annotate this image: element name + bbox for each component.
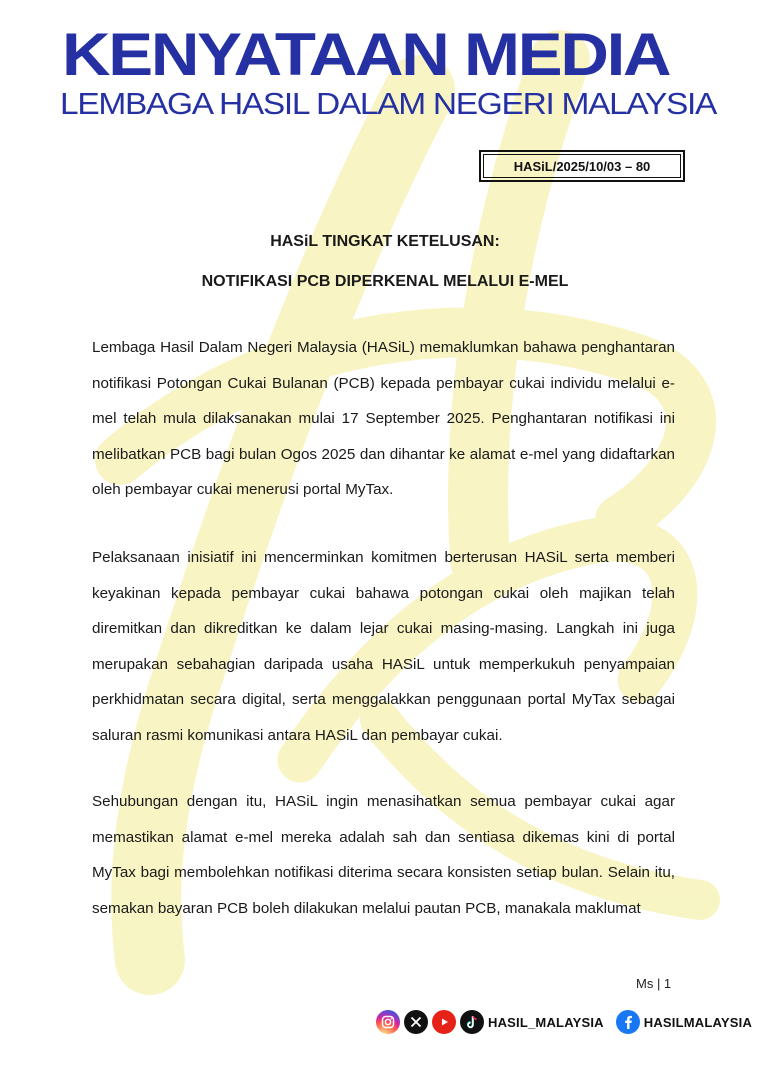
paragraph-3: Sehubungan dengan itu, HASiL ingin menasihatkan semua pembayar cukai agar memastikan alamat e-mel mereka adalah sah dan sentiasa dikemas kini di portal MyTax bagi membolehkan notifikasi diterima secara konsisten setiap bulan. Selain itu, semakan bayaran PCB boleh dilakukan melalui pautan PCB, manakala maklumat bbox=[92, 793, 675, 917]
youtube-icon[interactable] bbox=[432, 1010, 456, 1034]
headline-line-1: HASiL TINGKAT KETELUSAN: bbox=[270, 233, 500, 250]
organization-name: LEMBAGA HASIL DALAM NEGERI MALAYSIA bbox=[60, 86, 717, 121]
social-handle-main[interactable]: HASIL_MALAYSIA bbox=[488, 1014, 604, 1030]
reference-box bbox=[479, 150, 685, 182]
social-handle-facebook[interactable]: HASILMALAYSIA bbox=[643, 1014, 753, 1030]
social-footer bbox=[376, 1008, 752, 1036]
facebook-icon[interactable] bbox=[616, 1010, 640, 1034]
x-icon[interactable] bbox=[404, 1010, 428, 1034]
paragraph-1: Lembaga Hasil Dalam Negeri Malaysia (HASiL) memaklumkan bahawa penghantaran notifikasi Potongan Cukai Bulanan (PCB) kepada pembayar cukai individu melalui e-mel telah mula dilaksanakan mulai 17 September 2025. Penghantaran notifikasi ini melibatkan PCB bagi bulan Ogos 2025 dan dihantar ke alamat e-mel yang didaftarkan oleh pembayar cukai menerusi portal MyTax. bbox=[92, 339, 675, 499]
page-title: KENYATAAN MEDIA bbox=[62, 21, 670, 88]
instagram-icon[interactable] bbox=[376, 1010, 400, 1034]
page-number: Ms | 1 bbox=[636, 976, 672, 991]
tiktok-icon[interactable] bbox=[460, 1010, 484, 1034]
headline-line-2: NOTIFIKASI PCB DIPERKENAL MELALUI E-MEL bbox=[201, 273, 569, 290]
reference-number: HASiL/2025/10/03 – 80 bbox=[483, 154, 681, 178]
paragraph-2: Pelaksanaan inisiatif ini mencerminkan komitmen berterusan HASiL serta memberi keyakinan kepada pembayar cukai bahawa potongan cukai oleh majikan telah diremitkan dan dikreditkan ke dalam lejar cukai masing-masing. Langkah ini juga merupakan sebahagian daripada usaha HASiL untuk memperkukuh penyampaian perkhidmatan secara digital, serta menggalakkan penggunaan portal MyTax sebagai saluran rasmi komunikasi antara HASiL dan pembayar cukai. bbox=[92, 549, 675, 744]
